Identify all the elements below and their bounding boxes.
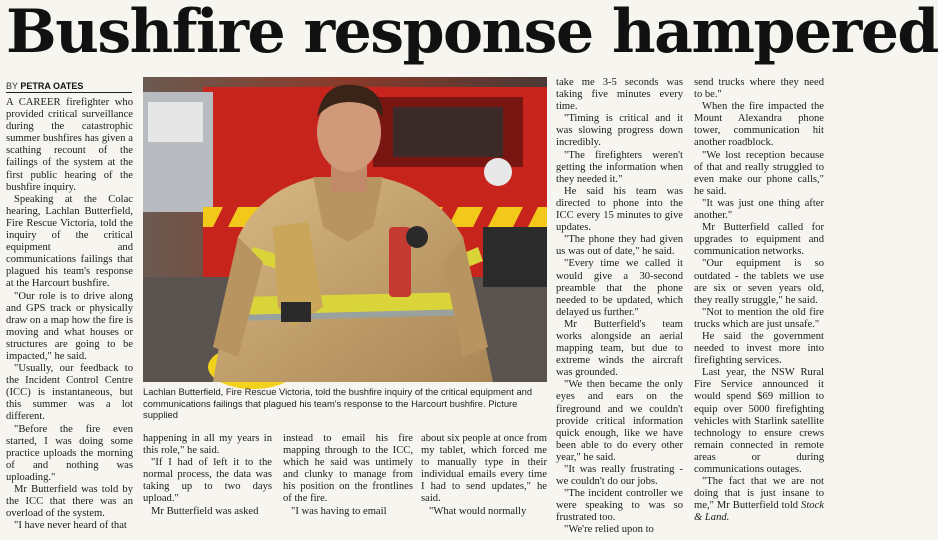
paragraph: take me 3-5 seconds was taking five minutes every time.: [556, 77, 683, 113]
paragraph: When the fire impacted the Mount Alexandra phone tower, communication hit another roadblock.: [694, 101, 824, 149]
paragraph: about six people at once from my tablet, which forced me to manually type in their individual emails every time I had to send updates," he said.: [421, 433, 547, 505]
paragraph: Mr Butterfield's team works alongside an aerial mapping team, but due to extreme winds the aircraft was grounded.: [556, 318, 683, 379]
paragraph: He said the government needed to invest more into firefighting services.: [694, 330, 824, 367]
publication-name: Stock & Land.: [694, 500, 824, 524]
paragraph-text: "The fact that we are not doing that is just insane to me," Mr Butterfield told: [694, 476, 824, 512]
paragraph: "Usually, our feedback to the Incident Control Centre (ICC) is instantaneous, but this summer was a lot different.: [6, 363, 133, 423]
byline-prefix: BY: [6, 81, 18, 91]
paragraph: "The incident controller we were speaking to was so frustrated too.: [556, 488, 683, 524]
paragraph: Last year, the NSW Rural Fire Service announced it would spend $69 million to equip over 5000 firefighting vehicles with Starlink satellite technology to ensure crews remain connected in remote areas or during communications outages.: [694, 367, 824, 475]
article-column-2: [143, 433, 272, 540]
paragraph: Mr Butterfield was asked: [151, 505, 259, 517]
paragraph: instead to email his fire mapping through to the ICC, which he said was untimely and clunky to manage from his position on the frontlines of the fire.: [283, 433, 413, 505]
paragraph: [694, 476, 824, 524]
paragraph: Mr Butterfield was told by the ICC that there was an overload of the system.: [6, 484, 133, 520]
paragraph: "Our equipment is so outdated - the tablets we use are six or seven years old, they really struggle," he said.: [694, 258, 824, 306]
paragraph: "The firefighters weren't getting the information when they needed it.": [556, 149, 683, 185]
paragraph: send trucks where they need to be.": [694, 77, 824, 101]
paragraph: "We then became the only eyes and ears on the fireground and we couldn't provide critical information quick enough, like we have been able to do every other year," he said.: [556, 379, 683, 463]
paragraph: "I have never heard of that: [14, 520, 127, 532]
paragraph: He said his team was directed to phone into the ICC every 15 minutes to give updates.: [556, 185, 683, 234]
paragraph: "Not to mention the old fire trucks which are just unsafe.": [694, 306, 824, 330]
paragraph: "It was really frustrating - we couldn't do our jobs.: [556, 464, 683, 488]
paragraph: "I was having to email: [291, 505, 387, 517]
paragraph: "Before the fire even started, I was doing some practice uploads the morning of and nothing was uploading.": [6, 423, 133, 483]
paragraph: "We're relied upon to: [564, 524, 654, 536]
article-column-5: [694, 77, 824, 540]
article-column-4-bottom: [421, 433, 547, 540]
paragraph: "We lost reception because of that and really struggled to even make our phone calls," he said.: [694, 149, 824, 197]
paragraph: "If I had of left it to the normal process, the data was taking up to two days upload.": [143, 457, 272, 505]
firefighter-illustration: [143, 77, 547, 382]
article-column-1: [6, 97, 133, 540]
headline: Bushfire response hampered: [6, 0, 938, 67]
byline-author: PETRA OATES: [20, 81, 84, 91]
paragraph: happening in all my years in this role," he said.: [143, 433, 272, 457]
paragraph: Speaking at the Colac hearing, Lachlan Butterfield, Fire Rescue Victoria, told the inquiry of the critical equipment and communications failings that plagued his team's response at the Harcourt bushfire.: [6, 193, 133, 290]
article-column-4: [556, 77, 683, 540]
paragraph: A CAREER firefighter who provided critical surveillance during the catastrophic summer bushfires has given a scathing recount of the failings of the system at the first public hearing of the bushfire inquiry.: [6, 97, 133, 193]
paragraph: "The phone they had given us was out of date," he said.: [556, 234, 683, 258]
paragraph: "Timing is critical and it was slowing progress down incredibly.: [556, 113, 683, 149]
article-column-3: [283, 433, 413, 540]
paragraph: "Every time we called it would give a 30-second preamble that the phone needed to be updated, which delayed us further.": [556, 258, 683, 318]
paragraph: Mr Butterfield called for upgrades to equipment and communication networks.: [694, 222, 824, 258]
paragraph: "What would normally: [429, 505, 527, 517]
paragraph: "Our role is to drive along and GPS track or physically draw on a map how the fire is moving and what houses or structures are going to be impacted," he said.: [6, 290, 133, 362]
firefighter-photo: [143, 77, 547, 382]
byline: [6, 81, 132, 93]
paragraph: "It was just one thing after another.": [694, 197, 824, 222]
photo-caption: Lachlan Butterfield, Fire Rescue Victoria, told the bushfire inquiry of the critical equipment and communications failings that plagued his team's response to the Harcourt bushfire. Picture supplied: [143, 386, 533, 421]
